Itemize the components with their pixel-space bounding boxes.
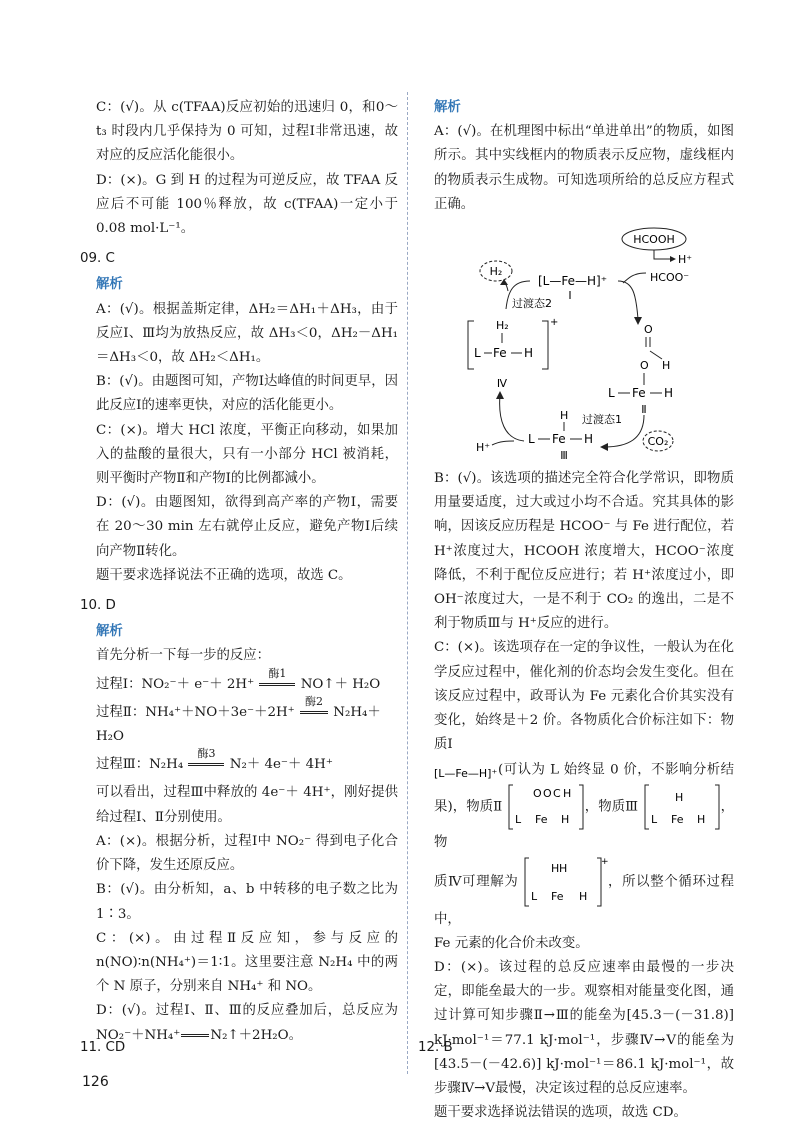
species-1-valence [434,757,498,783]
v2-bracket-r [579,785,583,829]
v3-bracket-r [715,785,719,829]
hplus-in-arrow [492,441,514,445]
s2-H: H [664,386,674,401]
eq1-products: NO↑＋ H₂O [300,676,381,692]
q9-option-d: D：(√)。由题图知，欲得到高产率的产物Ⅰ，需要在 20～30 min 左右就停止反应，避免产物Ⅰ后续向产物Ⅱ转化。 [96,495,398,559]
s2-Fe: Fe [632,386,646,401]
q10-option-c: C：(×)。由过程Ⅱ反应知，参与反应的 n(NO)∶n(NH₄⁺)＝1∶1。这里要注意 N₂H₄ 中的两个 N 原子，分别来自 NH₄⁺ 和 NO。 [96,930,398,995]
s4-bracket-left [468,321,474,369]
q9-number: 09. C [80,251,115,267]
species-4-valence [523,856,607,908]
q10-analysis-heading: 解析 [96,624,123,640]
equation-3 [80,747,398,777]
s2-O: O [640,359,649,373]
v4-plus: + [601,856,609,867]
co2-label: CO₂ [647,435,669,449]
eq3-products: N₂＋ 4e⁻＋ 4H⁺ [229,757,333,773]
right-column [418,96,734,1125]
species-2-label: Ⅱ [641,403,647,417]
h2-label: H₂ [489,265,503,279]
mechanism-diagram [418,219,734,463]
q11-answer: 11. CD [80,1040,126,1055]
species-4-label: Ⅳ [496,377,508,391]
q12-answer: 12. B [418,1040,453,1055]
arc-h2-out-head [500,279,508,285]
q10-option-b: B：(√)。由分析知，a、b 中转移的电子数之比为 1∶3。 [96,882,398,922]
q11-c-part3: ，物质Ⅲ [584,799,639,815]
v4-H: H [579,889,588,903]
eq2-catalyst: 酶2 [305,694,324,708]
page-number: 126 [82,1074,109,1090]
v2-H-top: H [562,787,571,801]
q11-option-d: D：(×)。该过程的总反应速率由最慢的一步决定，即能垒最大的一步。观察相对能量变化图，通过计算可知步骤Ⅱ→Ⅲ的能垒为[45.3－(－31.8)] kJ·mol⁻¹＝77.1 kJ·mol⁻¹，步骤Ⅳ→Ⅴ的能垒为[43.5－(－42.6)] kJ·mol⁻¹＝86.1 kJ·mol⁻¹，故步骤Ⅳ→Ⅴ最慢，决定该过程的总反应速率。 [434,960,734,1097]
v1-formula: [L—Fe—H]⁺ [434,767,498,781]
s2-c-h [650,351,662,359]
v2-bracket-l [509,785,513,829]
hplus-in-label: H⁺ [476,441,491,455]
v2-C: C [552,787,561,801]
s3-L: L [528,432,535,447]
v4-H-top2: H [559,861,568,875]
q10-option-d [80,999,398,1047]
s3-H-top: H [560,409,569,423]
s4-H: H [524,346,534,361]
species-1: [L—Fe—H]⁺ [538,274,608,289]
arc-top-right [618,281,638,319]
q8-option-c: C：(√)。从 c(TFAA)反应初始的迅速归 0，和0～t₃ 时段内几乎保持为 0 可知，过程Ⅰ非常迅速，故对应的反应活化能很小。 [96,100,398,164]
q9-option-a: A：(√)。根据盖斯定律，ΔH₂＝ΔH₁＋ΔH₃，由于反应Ⅰ、Ⅲ均为放热反应，故 ΔH₃＜0，ΔH₂－ΔH₁＝ΔH₃＜0，故 ΔH₂＜ΔH₁。 [96,301,398,366]
eq2-reactants: 过程Ⅱ：NH₄⁺＋NO＋3e⁻＋2H⁺ [96,704,295,720]
left-column [80,96,398,1048]
arc-hcoo-in [623,273,646,283]
v2-H: H [560,813,569,827]
q10-intro: 首先分析一下每一步的反应： [96,648,271,664]
q10-d-products: N₂↑＋2H₂O。 [210,1027,302,1043]
eq2-products: N₂H₄＋ H₂O [96,704,381,745]
eq1-catalyst: 酶1 [268,666,287,680]
ts1-label: 过渡态1 [582,413,622,427]
q9-option-c: C：(×)。增大 HCl 浓度，平衡正向移动，如果加入的盐酸的量很大，只有一小部分 HCl 被消耗，则平衡时产物Ⅱ和产物Ⅰ的比例都減小。 [96,422,398,487]
s4-plus: + [550,317,559,329]
v2-O: O [532,787,542,801]
v4-L: L [531,889,538,903]
q11-c-part7: Fe 元素的化合价未改变。 [434,935,589,951]
eq3-reactants: 过程Ⅲ：N₂H₄ [96,757,184,773]
q8-option-d: D：(×)。G 到 H 的过程为可逆反应，故 TFAA 反应后不可能 100％释放，故 c(TFAA)一定小于0.08 mol·L⁻¹。 [96,172,398,237]
s2-H-top: H [662,359,671,373]
hplus-out-arrowhead [670,256,676,262]
v3-H: H [696,813,705,827]
s3-H: H [584,432,594,447]
s4-L: L [474,346,481,361]
q11-option-a: A：(√)。在机理图中标出“单进单出”的物质，如图所示。其中实线框内的物质表示反应物，虚线框内的物质表示生成物。可知选项所给的总反应方程式正确。 [434,124,734,212]
q11-c-part2: (可认为 L 始终显 0 价，不影响分析结果)，物质Ⅱ [434,762,734,815]
q10-number: 10. D [80,598,116,614]
arc-top-right-head [634,317,642,325]
v4-Fe: Fe [551,889,564,903]
species-2-valence [507,783,585,831]
eq3-catalyst: 酶3 [197,747,216,761]
q11-analysis-heading: 解析 [434,100,461,115]
ts2-label: 过渡态2 [512,297,552,311]
q9-option-b: B：(√)。由题图可知，产物Ⅰ达峰值的时间更早，因此反应Ⅰ的速率更快，对应的活化能更小。 [96,374,398,414]
q9-analysis-heading: 解析 [96,277,123,293]
v2-Fe: Fe [534,813,548,827]
equation-2 [80,694,398,749]
q11-c-part6: ，所以整个循环过程中， [434,874,734,927]
s2-L: L [608,386,615,401]
v3-Fe: Fe [670,813,684,827]
species-3-valence [643,783,721,831]
q11-option-c [418,636,734,956]
hcooh-label: HCOOH [633,233,675,247]
q10-d-equals [181,1034,209,1037]
species-3-label: Ⅲ [560,449,568,463]
arc-bottom-left-head [496,391,504,399]
column-divider [407,92,408,1074]
species-1-label: Ⅰ [568,289,572,303]
equation-1 [80,666,398,697]
q11-c-part5: 质Ⅳ可理解为 [434,874,519,890]
arc-bottom-left [500,395,524,441]
eq1-reactants: 过程Ⅰ：NO₂⁻＋ e⁻＋ 2H⁺ [96,676,255,692]
v2-O2: O [542,787,552,801]
q10-d-text: D：(√)。过程Ⅰ、Ⅱ、Ⅲ的反应叠加后，总反应为 NO₂⁻＋NH₄⁺ [96,1003,398,1043]
q11-c-part4: ，物 [434,799,734,851]
hcoo-label: HCOO⁻ [650,271,690,285]
arc-bottom-right-head [600,443,608,451]
hplus-out-label: H⁺ [678,253,693,267]
v3-H-top: H [674,791,683,805]
s4-Fe: Fe [493,346,507,361]
q9-conclusion: 题干要求选择说法不正确的选项，故选 C。 [96,567,352,583]
q11-c-part1: C：(×)。该选项存在一定的争议性，一般认为在化学反应过程中，催化剂的价态均会发生变化。但在该反应过程中，政哥认为 Fe 元素化合价其实没有变化，始终是＋2 价。各物质化合价标注如下：物质Ⅰ [434,640,734,753]
q11-option-b: B：(√)。该选项的描述完全符合化学常识，即物质用量要适度，过大或过小均不合适。究其具体的影响，因该反应历程是 HCOO⁻ 与 Fe 进行配位，若 H⁺浓度过大，HCOOH 浓度增大，HCOO⁻浓度降低，不利于配位反应进行；若 H⁺浓度过小，即 OH⁻浓度过大，一是不利于 CO₂ 的逸出，二是不利于物质Ⅲ与 H⁺反应的进行。 [434,471,734,632]
s3-Fe: Fe [552,432,566,447]
hplus-out-arrow [654,250,670,259]
v4-bracket-l [525,858,529,906]
v3-bracket-l [645,785,649,829]
q10-observation: 可以看出，过程Ⅲ中释放的 4e⁻＋ 4H⁺，刚好提供给过程Ⅰ、Ⅱ分别使用。 [96,785,398,825]
s4-bracket-right [542,321,548,369]
v2-L: L [514,813,521,827]
q11-conclusion: 题干要求选择说法错误的选项，故选 CD。 [434,1105,687,1121]
s4-h2: H₂ [496,319,509,333]
v3-L: L [650,813,657,827]
v4-H-top: H [551,861,560,875]
q10-option-a: A：(×)。根据分析，过程Ⅰ中 NO₂⁻ 得到电子化合价下降，发生还原反应。 [96,833,398,874]
s2-O-top: O [644,323,653,337]
